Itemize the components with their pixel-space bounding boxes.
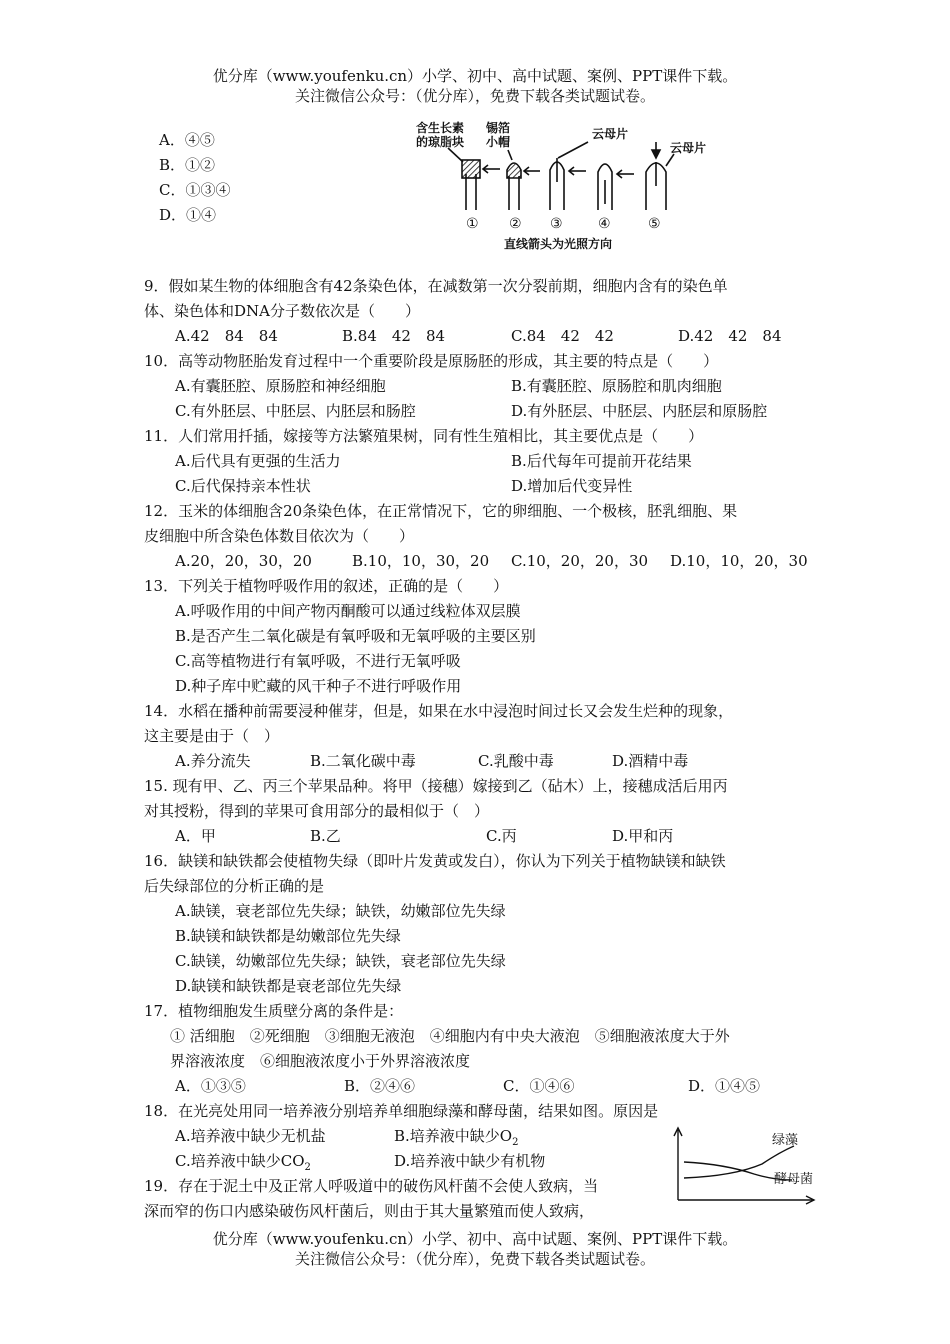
q15-option-b: B.乙: [310, 827, 341, 845]
q14-stem-2: 这主要是由于（ ）: [144, 727, 280, 745]
coleoptile-3: [550, 142, 588, 210]
q10-option-a: A.有囊胚腔、原肠腔和神经细胞: [175, 377, 386, 395]
q8-option-a: A．④⑤: [159, 131, 215, 149]
q15-option-a: A．甲: [175, 827, 216, 845]
q13-option-d: D.种子库中贮藏的风干种子不进行呼吸作用: [175, 677, 462, 695]
q19-stem-2: 深而窄的伤口内感染破伤风杆菌后，则由于其大量繁殖而使人致病，: [144, 1202, 595, 1220]
label-mica-2: 云母片: [670, 141, 707, 155]
q11-option-a: A.后代具有更强的生活力: [175, 452, 341, 470]
q15-option-c: C.丙: [486, 827, 517, 845]
q8-option-d: D．①④: [159, 206, 217, 224]
figure-caption: 直线箭头为光照方向: [504, 237, 613, 251]
q17-option-c: C．①④⑥: [503, 1077, 575, 1095]
q12-option-b: B.10，10，30，20: [352, 552, 490, 570]
coleoptile-2: [507, 150, 540, 210]
q8-option-b: B．①②: [159, 156, 216, 174]
q12-option-a: A.20，20，30，20: [175, 552, 312, 570]
q18-stem: 18．在光亮处用同一培养液分别培养单细胞绿藻和酵母菌，结果如图。原因是: [144, 1102, 659, 1120]
q15-stem-1: 15. 现有甲、乙、丙三个苹果品种。将甲（接穗）嫁接到乙（砧木）上，接穗成活后用丙: [144, 777, 728, 795]
coleoptile-4: [598, 164, 634, 210]
footer-line-1: 优分库（www.youfenku.cn）小学、初中、高中试题、案例、PPT课件下载。: [212, 1230, 738, 1248]
num-1: ①: [466, 216, 479, 232]
label-cap-2: 小帽: [486, 135, 511, 149]
q18-growth-graph: [664, 1122, 834, 1214]
q9-option-a: A.42 84 84: [175, 327, 278, 345]
q17-conditions-2: 界溶液浓度 ⑥细胞液浓度小于外界溶液浓度: [170, 1052, 471, 1070]
label-algae: 绿藻: [772, 1133, 799, 1148]
q17-option-b: B．②④⑥: [344, 1077, 416, 1095]
q9-stem-1: 9．假如某生物的体细胞含有42条染色体，在减数第一次分裂前期，细胞内含有的染色单: [144, 277, 728, 295]
q13-option-c: C.高等植物进行有氧呼吸，不进行无氧呼吸: [175, 652, 461, 670]
q18-option-c: C.培养液中缺少$CO_2$: [175, 1152, 311, 1173]
q13-option-a: A.呼吸作用的中间产物丙酮酸可以通过线粒体双层膜: [175, 602, 521, 620]
q16-option-d: D.缺镁和缺铁都是衰老部位先失绿: [175, 977, 402, 995]
q13-stem: 13．下列关于植物呼吸作用的叙述，正确的是（ ）: [144, 577, 509, 595]
q11-option-b: B.后代每年可提前开花结果: [511, 452, 692, 470]
label-yeast: 酵母菌: [774, 1172, 814, 1187]
q14-option-b: B.二氧化碳中毒: [310, 752, 416, 770]
num-4: ④: [598, 216, 611, 232]
q9-stem-2: 体、染色体和DNA分子数依次是（ ）: [144, 302, 420, 320]
q13-option-b: B.是否产生二氧化碳是有氧呼吸和无氧呼吸的主要区别: [175, 627, 536, 645]
q17-conditions-1: ① 活细胞 ②死细胞 ③细胞无液泡 ④细胞内有中央大液泡 ⑤细胞液浓度大于外: [170, 1027, 730, 1045]
num-3: ③: [550, 216, 563, 232]
coleoptile-1: [448, 148, 500, 210]
num-2: ②: [509, 216, 522, 232]
label-agar-2: 的琼脂块: [416, 135, 465, 149]
q10-option-c: C.有外胚层、中胚层、内胚层和肠腔: [175, 402, 416, 420]
q11-option-d: D.增加后代变异性: [511, 477, 633, 495]
q9-option-c: C.84 42 42: [511, 327, 614, 345]
footer-line-2: 关注微信公众号：（优分库），免费下载各类试题试卷。: [294, 1250, 655, 1268]
label-agar-1: 含生长素: [416, 121, 465, 135]
q11-stem: 11．人们常用扦插，嫁接等方法繁殖果树，同有性生殖相比，其主要优点是（ ）: [144, 427, 704, 445]
q12-option-c: C.10，20，20，30: [511, 552, 649, 570]
q18-option-d: D.培养液中缺少有机物: [394, 1152, 546, 1170]
q10-option-d: D.有外胚层、中胚层、内胚层和原肠腔: [511, 402, 768, 420]
q14-stem-1: 14．水稻在播种前需要浸种催芽，但是，如果在水中浸泡时间过长又会发生烂种的现象，: [144, 702, 734, 720]
q17-option-a: A．①③⑤: [175, 1077, 246, 1095]
q8-option-c: C．①③④: [159, 181, 231, 199]
q11-option-c: C.后代保持亲本性状: [175, 477, 311, 495]
q19-stem-1: 19．存在于泥土中及正常人呼吸道中的破伤风杆菌不会使人致病，当: [144, 1177, 599, 1195]
q16-option-a: A.缺镁，衰老部位先失绿；缺铁，幼嫩部位先失绿: [175, 902, 506, 920]
q8-figure: [408, 118, 728, 258]
q17-stem: 17．植物细胞发生质壁分离的条件是：: [144, 1002, 404, 1020]
q12-stem-1: 12．玉米的体细胞含20条染色体，在正常情况下，它的卵细胞、一个极核，胚乳细胞、果: [144, 502, 738, 520]
q9-option-d: D.42 42 84: [678, 327, 782, 345]
q16-stem-1: 16．缺镁和缺铁都会使植物失绿（即叶片发黄或发白），你认为下列关于植物缺镁和缺铁: [144, 852, 726, 870]
q14-option-c: C.乳酸中毒: [478, 752, 554, 770]
q14-option-d: D.酒精中毒: [612, 752, 689, 770]
q10-stem: 10．高等动物胚胎发育过程中一个重要阶段是原肠胚的形成，其主要的特点是（ ）: [144, 352, 719, 370]
header-line-1: 优分库（www.youfenku.cn）小学、初中、高中试题、案例、PPT课件下载。: [212, 67, 738, 85]
q16-option-c: C.缺镁，幼嫩部位先失绿；缺铁，衰老部位先失绿: [175, 952, 506, 970]
label-cap-1: 锡箔: [486, 121, 511, 135]
q12-option-d: D.10，10，20，30: [670, 552, 808, 570]
num-5: ⑤: [648, 216, 661, 232]
q15-stem-2: 对其授粉，得到的苹果可食用部分的最相似于（ ）: [144, 802, 490, 820]
q14-option-a: A.养分流失: [175, 752, 251, 770]
q16-option-b: B.缺镁和缺铁都是幼嫩部位先失绿: [175, 927, 401, 945]
label-mica-1: 云母片: [592, 127, 629, 141]
q10-option-b: B.有囊胚腔、原肠腔和肌肉细胞: [511, 377, 722, 395]
q17-option-d: D．①④⑤: [688, 1077, 761, 1095]
q18-option-b: B.培养液中缺少$O_2$: [394, 1127, 519, 1148]
q16-stem-2: 后失绿部位的分析正确的是: [144, 877, 325, 895]
q18-option-a: A.培养液中缺少无机盐: [175, 1127, 326, 1145]
q12-stem-2: 皮细胞中所含染色体数目依次为（ ）: [144, 527, 415, 545]
header-line-2: 关注微信公众号：（优分库），免费下载各类试题试卷。: [294, 87, 655, 105]
q9-option-b: B.84 42 84: [342, 327, 446, 345]
q15-option-d: D.甲和丙: [612, 827, 674, 845]
